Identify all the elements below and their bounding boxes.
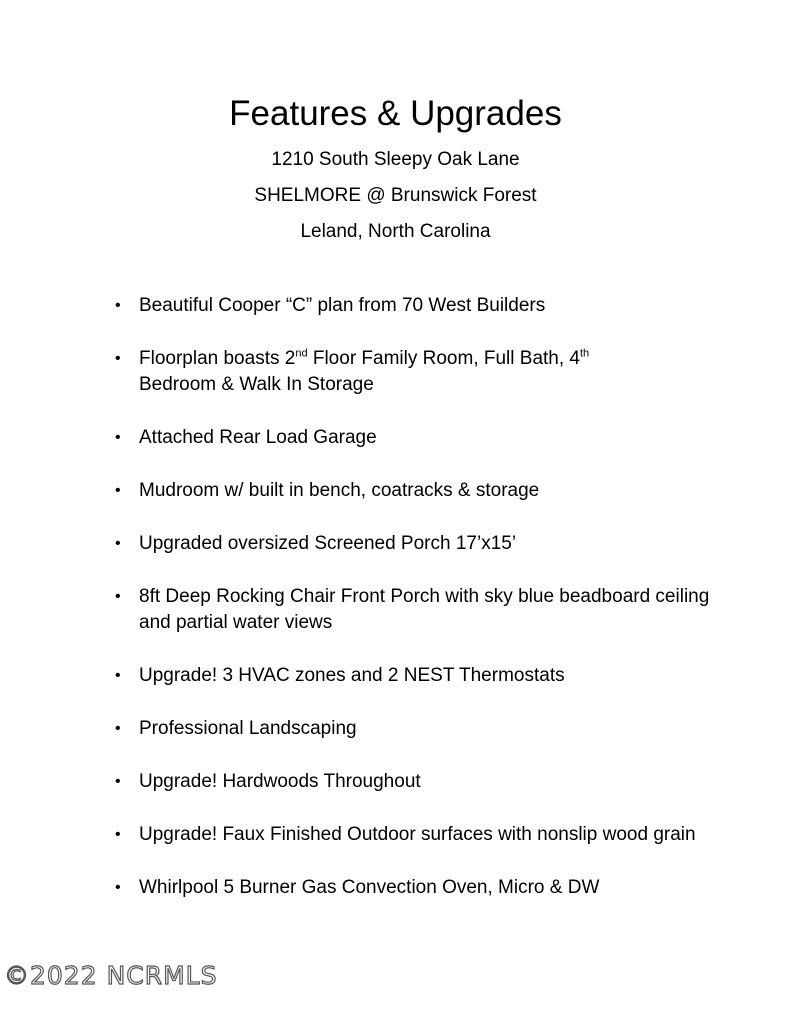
feature-text: Bedroom & Walk In Storage: [139, 374, 374, 395]
feature-text: Mudroom w/ built in bench, coatracks & storage: [139, 480, 540, 501]
feature-text: Upgrade! 3 HVAC zones and 2 NEST Thermostats: [139, 665, 565, 686]
copyright-watermark: ©2022 NCRMLS: [4, 961, 218, 990]
bullet: •: [115, 879, 121, 896]
ordinal-suffix: th: [580, 347, 590, 360]
feature-item-hardwoods: [112, 769, 712, 795]
bullet: •: [115, 720, 121, 737]
feature-item-appliances: [112, 875, 712, 901]
bullet: •: [115, 350, 121, 367]
property-address: 1210 South Sleepy Oak Lane: [271, 149, 520, 170]
bullet: •: [115, 297, 121, 314]
document-title: Features & Upgrades: [229, 94, 562, 133]
feature-text: Whirlpool 5 Burner Gas Convection Oven, Micro & DW: [139, 877, 600, 898]
feature-text: Floorplan boasts 2: [139, 348, 296, 369]
feature-item-landscaping: [112, 716, 712, 742]
feature-item-hvac: [112, 663, 712, 689]
bullet: •: [115, 429, 121, 446]
bullet: •: [115, 535, 121, 552]
feature-item-mudroom: [112, 478, 712, 504]
feature-text: Upgrade! Faux Finished Outdoor surfaces with nonslip wood grain: [139, 824, 696, 845]
feature-item-plan: [112, 293, 712, 319]
feature-item-floorplan: [112, 346, 712, 398]
features-list: [112, 293, 712, 928]
bullet: •: [115, 667, 121, 684]
ordinal-suffix: nd: [295, 347, 308, 360]
feature-text: Professional Landscaping: [139, 718, 357, 739]
feature-text: 8ft Deep Rocking Chair Front Porch with sky blue beadboard ceiling and partial water views: [139, 586, 710, 633]
feature-item-garage: [112, 425, 712, 451]
feature-text: Upgraded oversized Screened Porch 17’x15’: [139, 533, 517, 554]
bullet: •: [115, 482, 121, 499]
community-name: SHELMORE @ Brunswick Forest: [254, 185, 537, 206]
city-state: Leland, North Carolina: [300, 221, 491, 242]
feature-text: Attached Rear Load Garage: [139, 427, 377, 448]
feature-text: Floor Family Room, Full Bath, 4: [307, 348, 580, 369]
feature-item-front-porch: [112, 584, 712, 636]
bullet: •: [115, 588, 121, 605]
feature-text: Upgrade! Hardwoods Throughout: [139, 771, 421, 792]
feature-item-screened-porch: [112, 531, 712, 557]
feature-text: Beautiful Cooper “C” plan from 70 West Builders: [139, 295, 546, 316]
bullet: •: [115, 826, 121, 843]
feature-item-outdoor-surfaces: [112, 822, 712, 848]
bullet: •: [115, 773, 121, 790]
